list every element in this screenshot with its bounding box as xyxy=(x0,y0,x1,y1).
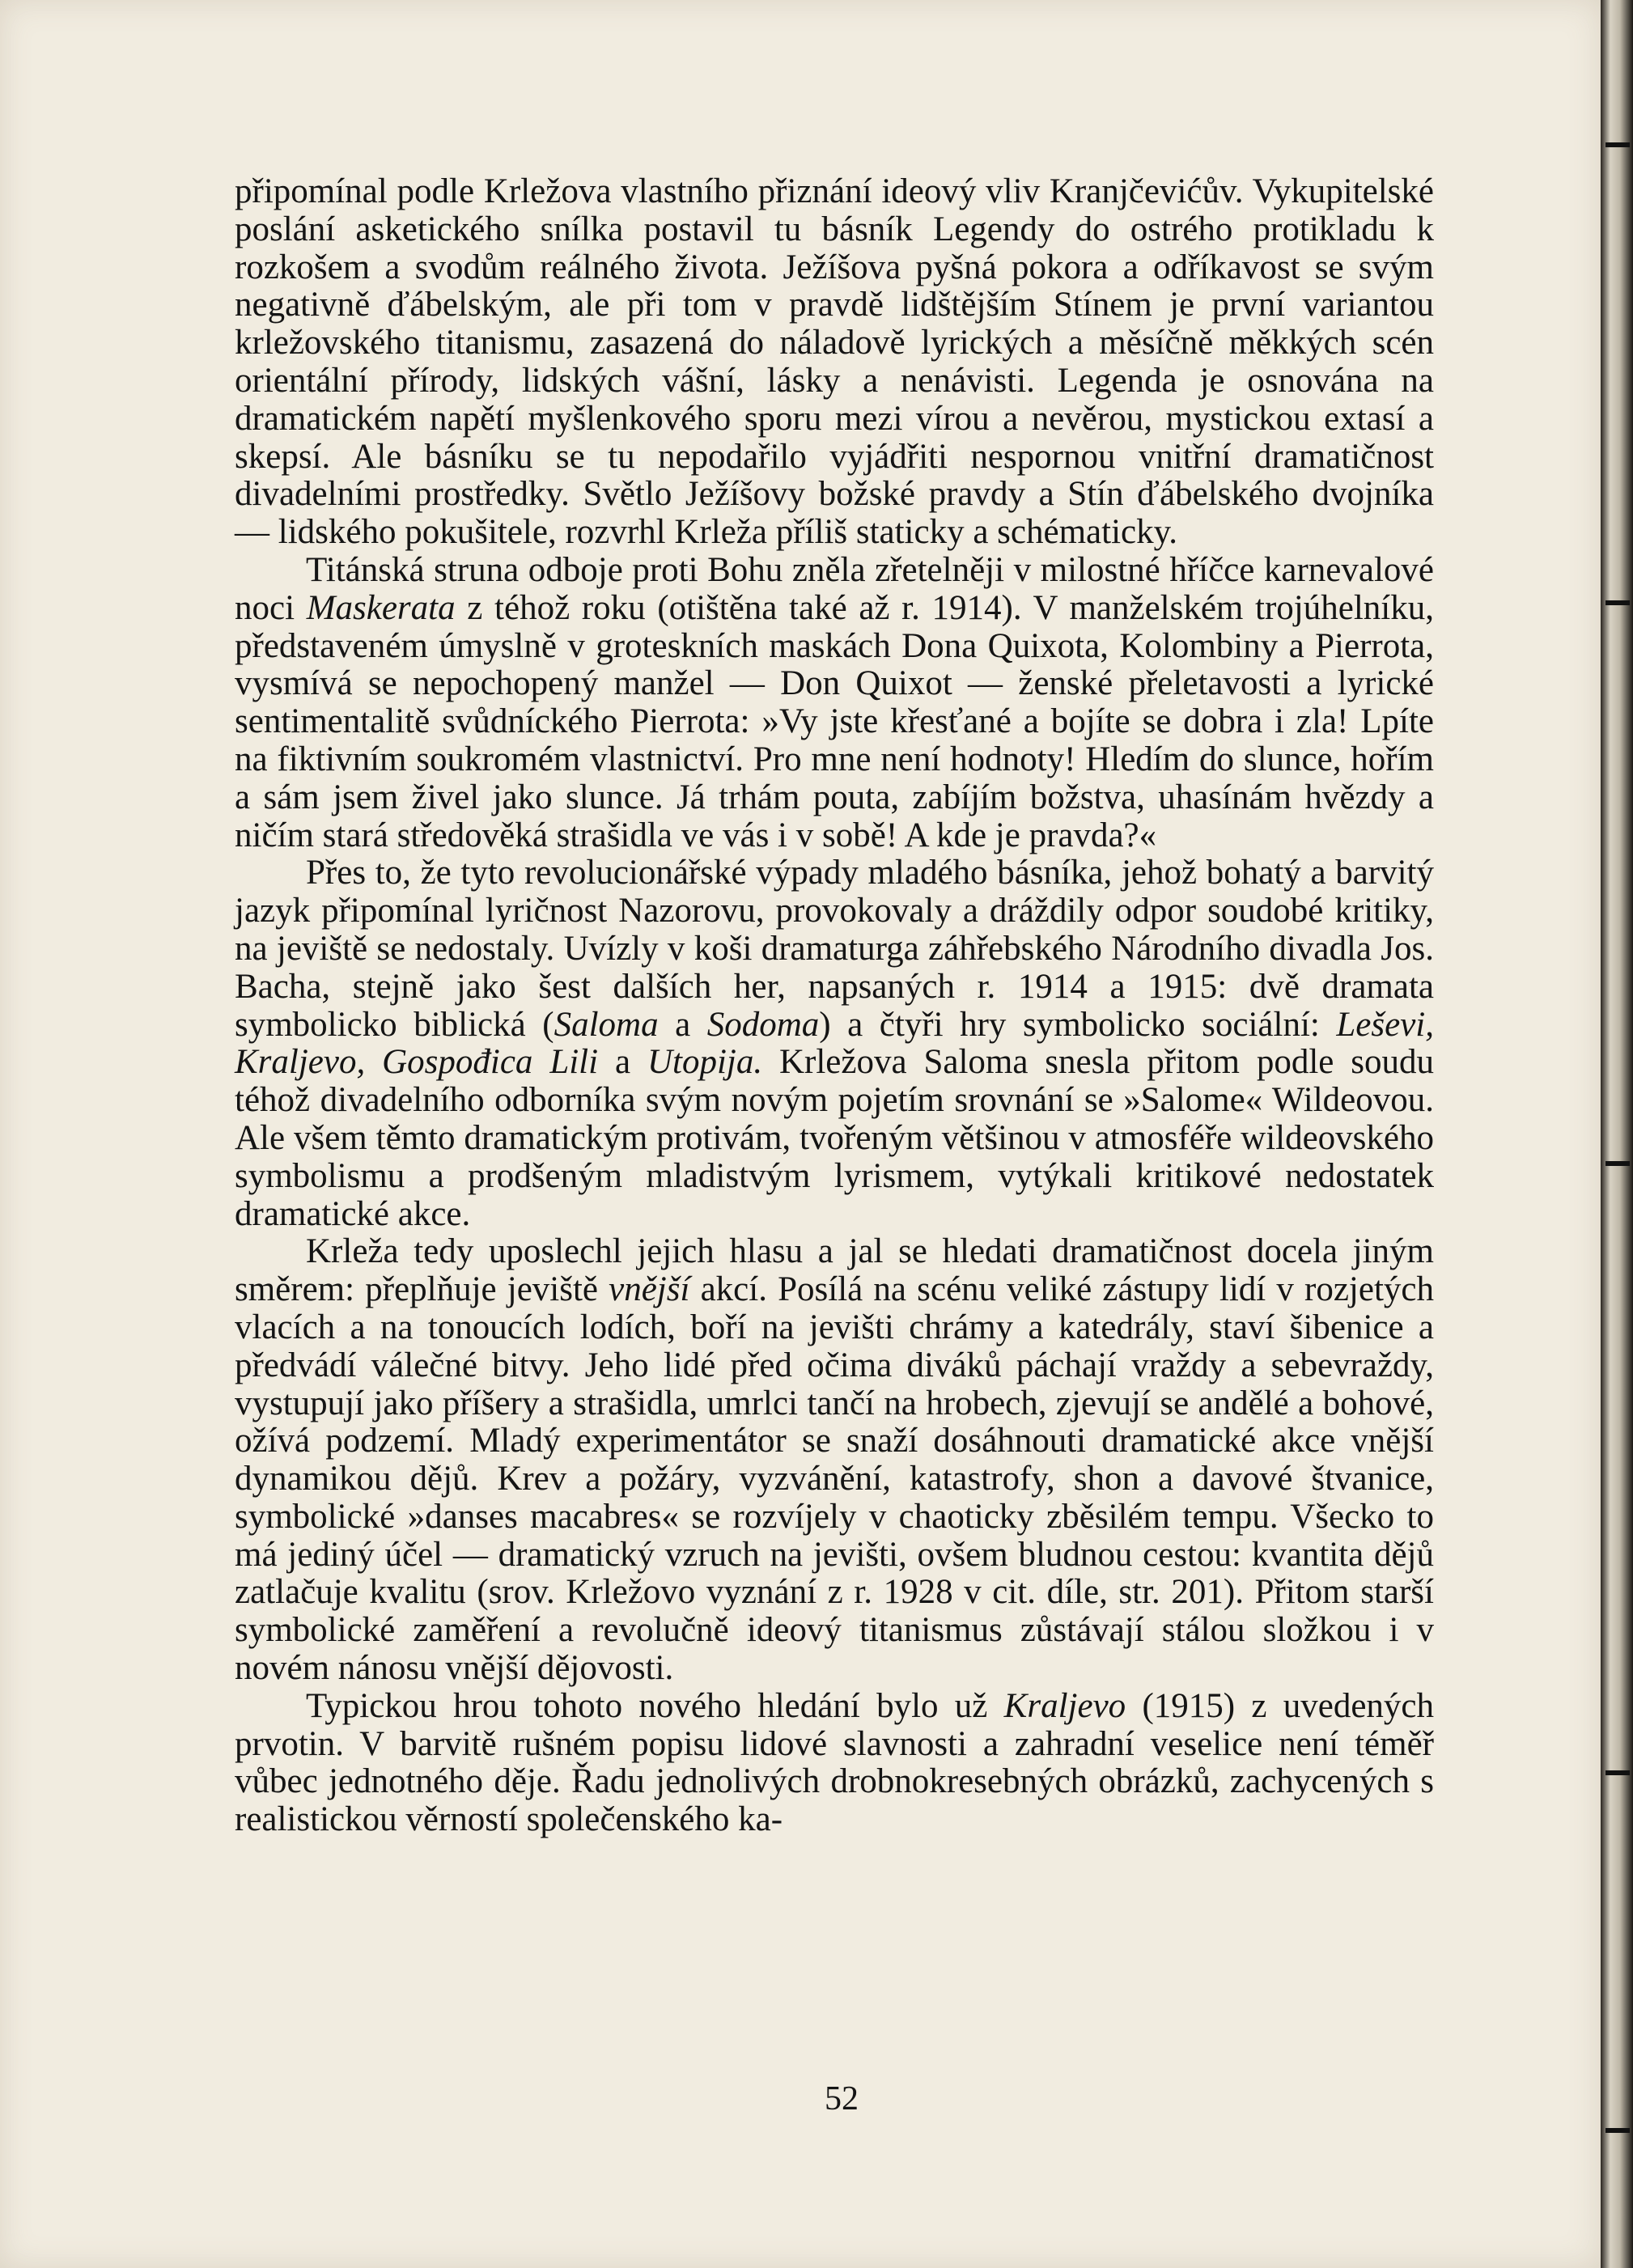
paragraph-p3 xyxy=(235,854,1434,1233)
book-spine-edge xyxy=(1601,0,1633,2268)
text-run: Krleža tedy uposlechl jejich hlasu a jal se hledati dramatičnost docela jiným směrem: přeplňuje jeviště xyxy=(235,1232,1434,1309)
italic-title: Maskerata xyxy=(306,588,456,627)
spine-mark xyxy=(1605,600,1630,605)
italic-title: Utopija. xyxy=(647,1043,763,1082)
text-run: Titánská struna odboje proti Bohu zněla zřetelněji v milostné hříčce karnevalové noci xyxy=(235,550,1434,627)
paragraph-p2 xyxy=(235,552,1434,854)
italic-title: Sodoma xyxy=(706,1005,820,1044)
text-run: akcí. Posílá na scénu veliké zástupy lidí v rozjetých vlacích a na tonoucích lodích, boří na jevišti chrámy a katedrály, staví šibenice a předvádí válečné bitvy. Jeho lidé před očima diváků páchají vraždy a sebevraždy, vystupují jako příšery a strašidla, umrlci tančí na hrobech, zjevují se andělé a bohové, ožívá podzemí. Mladý experimentátor se snaží dosáhnouti dramatické akce vnější dynamikou dějů. Krev a požáry, vyzvánění, katastrofy, shon a davové štvanice, symbolické »danses macabres« se rozvíjely v chaoticky zběsilém tempu. Všecko to má jediný účel — dramatický vzruch na jevišti, ovšem bludnou cestou: kvantita dějů zatlačuje kvalitu (srov. Krležovo vyznání z r. 1928 v cit. díle, str. 201). Přitom starší symbolické zaměření a revolučně ideový titanismus zůstávají stálou složkou i v novém nánosu vnější dějovosti. xyxy=(235,1270,1434,1688)
text-run: ) a čtyři hry symbolicko sociální: xyxy=(819,1005,1337,1044)
spine-mark xyxy=(1605,1161,1630,1166)
text-run: z téhož roku (otištěna také až r. 1914). V manželském trojúhelníku, představeném úmyslně v groteskních maskách Dona Quixota, Kolombiny a Pierrota, vysmívá se nepochopený manžel — Don Quixot — ženské přeletavosti a lyrické sentimentalitě svůdníckého Pierrota: »Vy jste křesťané a bojíte se dobra i zla! Lpíte na fiktivním soukromém vlastnictví. Pro mne není hodnoty! Hledím do slunce, hořím a sám jsem živel jako slunce. Já trhám pouta, zabíjím božstva, uhasínám hvězdy a ničím stará středověká strašidla ve vás i v sobě! A kde je pravda?« xyxy=(235,588,1434,854)
spine-mark xyxy=(1605,1770,1630,1775)
paragraph-p1 xyxy=(235,173,1434,552)
text-run: a xyxy=(598,1043,647,1082)
paragraph-p5 xyxy=(235,1688,1434,1839)
text-run: Typickou hrou tohoto nového hledání bylo už xyxy=(306,1686,1004,1725)
body-text xyxy=(235,173,1434,1839)
text-run: (1915) z uvedených prvotin. V barvitě rušném popisu lidové slavnosti a zahradní veselice není téměř vůbec jednotného děje. Řadu jednolivých drobnokresebných obrázků, zachycených s realistickou věrností společenského ka- xyxy=(235,1686,1434,1839)
spine-mark xyxy=(1605,142,1630,147)
italic-title: vnější xyxy=(609,1270,690,1309)
text-run: připomínal podle Krležova vlastního přiznání ideový vliv Kranjčevićův. Vykupitelské poslání asketického snílka postavil tu básník Legendy do ostrého protikladu k rozkošem a svodům reálného života. Ježíšova pyšná pokora a odříkavost se svým negativně ďábelským, ale při tom v pravdě lidštějším Stínem je první variantou krležovského titanismu, zasazená do náladově lyrických a měsíčně měkkých scén orientální přírody, lidských vášní, lásky a nenávisti. Legenda je osnována na dramatickém napětí myšlenkového sporu mezi vírou a nevěrou, mystickou extasí a skepsí. Ale básníku se tu nepodařilo vyjádřiti nespornou vnitřní dramatičnost divadelními prostředky. Světlo Ježíšovy božské pravdy a Stín ďábelského dvojníka — lidského pokušitele, rozvrhl Krleža příliš staticky a schématicky. xyxy=(235,172,1434,552)
italic-title: Saloma xyxy=(554,1005,659,1044)
text-run: Krležova Saloma snesla přitom podle soudu téhož divadelního odborníka svým novým pojetím srovnání se »Salome« Wildeovou. Ale všem těmto dramatickým protivám, tvořeným většinou v atmosféře wildeovského symbolismu a prodšeným mladistvým lyrismem, vytýkali kritikové nedostatek dramatické akce. xyxy=(235,1043,1434,1233)
italic-title: Kraljevo xyxy=(1003,1686,1126,1725)
text-run: a xyxy=(658,1005,707,1044)
italic-title: Leševi, Kraljevo, Gospođica Lili xyxy=(235,1005,1434,1082)
spine-mark xyxy=(1605,2128,1630,2133)
paragraph-p4 xyxy=(235,1233,1434,1688)
text-run: Přes to, že tyto revolucionářské výpady mladého básníka, jehož bohatý a barvitý jazyk připomínal lyričnost Nazorovu, provokovaly a dráždily odpor soudobé kritiky, na jeviště se nedostaly. Uvízly v koši dramaturga záhřebského Národního divadla Jos. Bacha, stejně jako šest dalších her, napsaných r. 1914 a 1915: dvě dramata symbolicko biblická ( xyxy=(235,854,1434,1044)
page-number: 52 xyxy=(825,2080,859,2118)
